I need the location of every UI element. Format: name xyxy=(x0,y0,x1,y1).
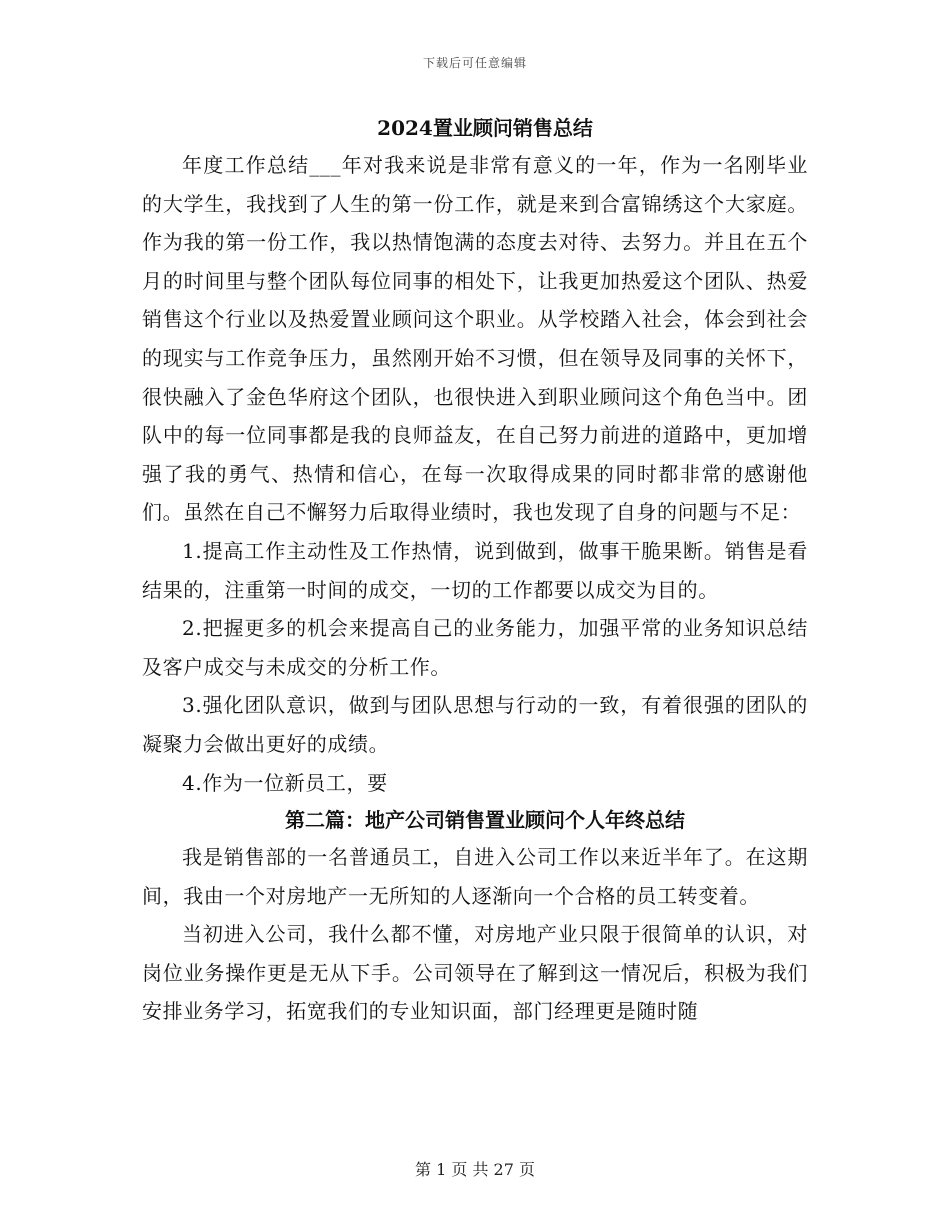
list-item-3: 3.强化团队意识，做到与团队思想与行动的一致，有着很强的团队的凝聚力会做出更好的成绩。 xyxy=(142,693,808,756)
header-note: 下载后可任意编辑 xyxy=(422,56,527,70)
paragraph-section2-2: 当初进入公司，我什么都不懂，对房地产业只限于很简单的认识，对岗位业务操作更是无从下手。公司领导在了解到这一情况后，积极为我们安排业务学习，拓宽我们的专业知识面，部门经理更是随时随 xyxy=(142,922,808,1024)
document-title: 2024置业顾问销售总结 xyxy=(377,116,593,140)
section-title: 第二篇：地产公司销售置业顾问个人年终总结 xyxy=(285,808,685,833)
list-item-4: 4.作为一位新员工，要 xyxy=(182,770,388,795)
paragraph-section2-1: 我是销售部的一名普通员工，自进入公司工作以来近半年了。在这期间，我由一个对房地产一无所知的人逐渐向一个合格的员工转变着。 xyxy=(142,845,808,908)
paragraph-intro: 年度工作总结___年对我来说是非常有意义的一年，作为一名刚毕业的大学生，我找到了人生的第一份工作，就是来到合富锦绣这个大家庭。作为我的第一份工作，我以热情饱满的态度去对待、去努力。并且在五个月的时间里与整个团队每位同事的相处下，让我更加热爱这个团队、热爱销售这个行业以及热爱置业顾问这个职业。从学校踏入社会，体会到社会的现实与工作竞争压力，虽然刚开始不习惯，但在领导及同事的关怀下，很快融入了金色华府这个团队，也很快进入到职业顾问这个角色当中。团队中的每一位同事都是我的良师益友，在自己努力前进的道路中，更加增强了我的勇气、热情和信心，在每一次取得成果的同时都非常的感谢他们。虽然在自己不懈努力后取得业绩时，我也发现了自身的问题与不足： xyxy=(142,153,808,525)
list-item-2: 2.把握更多的机会来提高自己的业务能力，加强平常的业务知识总结及客户成交与未成交的分析工作。 xyxy=(142,616,808,679)
document-body xyxy=(142,110,808,1031)
list-item-1: 1.提高工作主动性及工作热情，说到做到，做事干脆果断。销售是看结果的，注重第一时间的成交，一切的工作都要以成交为目的。 xyxy=(142,538,808,602)
page-number-footer: 第 1 页 共 27 页 xyxy=(415,1160,535,1179)
